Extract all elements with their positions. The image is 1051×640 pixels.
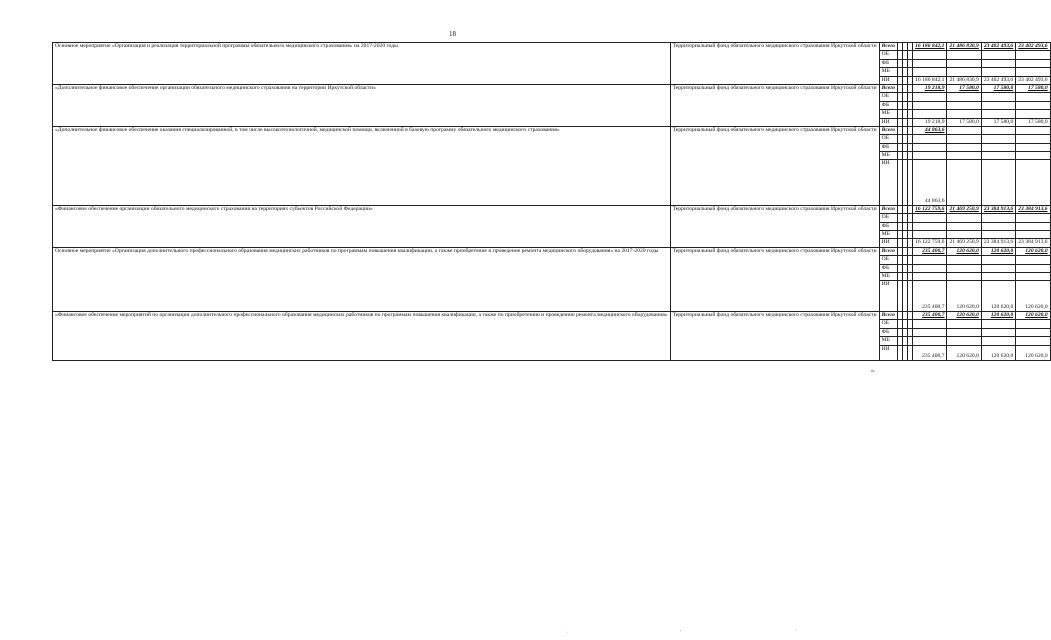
activity-description: «Дополнительное финансовое обеспечение организации обязательного медицинского страхования на территории Иркутской области» <box>53 84 671 126</box>
funding-source: ИИ <box>879 239 898 247</box>
amount-cell <box>981 222 1015 230</box>
funding-source: ИИ <box>879 281 898 312</box>
amount-cell <box>981 160 1015 205</box>
funding-source: ФБ <box>879 101 898 109</box>
funding-source: МБ <box>879 272 898 280</box>
page-number: 18 <box>449 30 456 38</box>
funding-source: МБ <box>879 110 898 118</box>
amount-cell: 235 400,7 <box>913 345 947 361</box>
amount-cell <box>981 110 1015 118</box>
table-row-total <box>53 84 1051 92</box>
closing-quote-mark: ». <box>871 368 876 374</box>
amount-cell <box>913 51 947 59</box>
amount-cell: 17 580,0 <box>981 84 1015 92</box>
amount-cell <box>947 222 981 230</box>
amount-cell <box>913 135 947 143</box>
amount-cell <box>913 59 947 67</box>
funding-source: Всего <box>879 311 898 319</box>
amount-cell <box>913 328 947 336</box>
amount-cell: 120 620,0 <box>947 345 981 361</box>
amount-cell <box>981 93 1015 101</box>
amount-cell: 17 580,0 <box>981 118 1015 126</box>
executor: Территориальный фонд обязательного медицинского страхования Иркутской области <box>670 126 879 205</box>
amount-cell <box>1016 59 1050 67</box>
table-row-total <box>53 311 1051 319</box>
amount-cell: 120 620,0 <box>981 311 1015 319</box>
amount-cell: 120 620,0 <box>1016 311 1050 319</box>
amount-cell <box>981 320 1015 328</box>
amount-cell <box>981 272 1015 280</box>
amount-cell: 19 218,9 <box>913 118 947 126</box>
funding-source: Всего <box>879 126 898 134</box>
amount-cell <box>1016 68 1050 76</box>
amount-cell: 21 486 830,9 <box>947 43 981 51</box>
amount-cell: 16 122 759,6 <box>913 239 947 247</box>
amount-cell <box>1016 126 1050 134</box>
funding-source: ИИ <box>879 160 898 205</box>
amount-cell <box>981 337 1015 345</box>
amount-cell <box>981 328 1015 336</box>
amount-cell <box>947 93 981 101</box>
amount-cell <box>947 59 981 67</box>
table-row-total <box>53 126 1051 134</box>
amount-cell <box>1016 337 1050 345</box>
amount-cell <box>947 152 981 160</box>
funding-source: ФБ <box>879 59 898 67</box>
amount-cell <box>1016 320 1050 328</box>
amount-cell <box>1016 110 1050 118</box>
amount-cell: 16 186 842,1 <box>913 76 947 84</box>
funding-source: ФБ <box>879 264 898 272</box>
funding-source: ИИ <box>879 76 898 84</box>
amount-cell: 120 620,0 <box>1016 281 1050 312</box>
amount-cell: 17 580,0 <box>947 84 981 92</box>
funding-source: ФБ <box>879 328 898 336</box>
amount-cell <box>913 222 947 230</box>
amount-cell <box>913 320 947 328</box>
amount-cell <box>1016 152 1050 160</box>
executor: Территориальный фонд обязательного медицинского страхования Иркутской области <box>670 205 879 247</box>
amount-cell: 17 580,0 <box>1016 118 1050 126</box>
amount-cell <box>947 68 981 76</box>
amount-cell <box>947 110 981 118</box>
amount-cell <box>1016 328 1050 336</box>
funding-source: ОБ <box>879 135 898 143</box>
amount-cell: 23 402 493,6 <box>1016 76 1050 84</box>
amount-cell: 235 400,7 <box>913 281 947 312</box>
amount-cell: 23 384 913,6 <box>981 205 1015 213</box>
amount-cell <box>913 337 947 345</box>
amount-cell <box>947 231 981 239</box>
funding-source: ИИ <box>879 345 898 361</box>
amount-cell: 16 122 759,6 <box>913 205 947 213</box>
amount-cell <box>913 143 947 151</box>
amount-cell <box>947 337 981 345</box>
amount-cell: 21 469 250,9 <box>947 205 981 213</box>
amount-cell: 17 580,0 <box>947 118 981 126</box>
funding-source: Всего <box>879 247 898 255</box>
amount-cell <box>947 256 981 264</box>
funding-source: ОБ <box>879 256 898 264</box>
activity-description: «Финансовое обеспечение мероприятий по организации дополнительного профессионального образования медицинских работников по программам повышения квалификации, а также по приобретению и проведению ремонта медицинского оборудования» <box>53 311 671 360</box>
amount-cell <box>981 264 1015 272</box>
funding-source: ОБ <box>879 320 898 328</box>
amount-cell <box>981 135 1015 143</box>
amount-cell: 17 580,0 <box>1016 84 1050 92</box>
amount-cell <box>1016 143 1050 151</box>
amount-cell: 120 620,0 <box>981 281 1015 312</box>
amount-cell: 23 402 493,6 <box>981 76 1015 84</box>
amount-cell <box>913 231 947 239</box>
amount-cell <box>1016 93 1050 101</box>
executor: Территориальный фонд обязательного медицинского страхования Иркутской области <box>670 311 879 360</box>
amount-cell: 120 620,0 <box>1016 247 1050 255</box>
amount-cell <box>913 214 947 222</box>
amount-cell: 235 400,7 <box>913 247 947 255</box>
amount-cell <box>981 59 1015 67</box>
amount-cell <box>947 264 981 272</box>
amount-cell <box>947 51 981 59</box>
amount-cell <box>981 68 1015 76</box>
amount-cell <box>947 135 981 143</box>
amount-cell: 120 620,0 <box>981 345 1015 361</box>
budget-table <box>52 42 1051 361</box>
funding-source: МБ <box>879 152 898 160</box>
funding-source: Всего <box>879 84 898 92</box>
funding-source: Всего <box>879 205 898 213</box>
amount-cell: 120 620,0 <box>1016 345 1050 361</box>
table-row-total <box>53 205 1051 213</box>
scan-mark: ' <box>680 630 682 636</box>
amount-cell <box>1016 51 1050 59</box>
amount-cell <box>981 152 1015 160</box>
amount-cell <box>947 101 981 109</box>
amount-cell <box>913 152 947 160</box>
amount-cell <box>913 256 947 264</box>
amount-cell <box>981 143 1015 151</box>
amount-cell <box>913 93 947 101</box>
funding-source: ФБ <box>879 222 898 230</box>
amount-cell <box>981 214 1015 222</box>
activity-description: «Дополнительное финансовое обеспечение оказания специализированной, в том числе высокотехнологичной, медицинской помощи, включенной в базовую программу обязательного медицинского страхования» <box>53 126 671 205</box>
amount-cell: 23 384 913,6 <box>981 239 1015 247</box>
funding-source: ОБ <box>879 93 898 101</box>
executor: Территориальный фонд обязательного медицинского страхования Иркутской области <box>670 84 879 126</box>
amount-cell <box>947 320 981 328</box>
amount-cell: 120 620,0 <box>947 247 981 255</box>
funding-source: МБ <box>879 68 898 76</box>
amount-cell <box>1016 135 1050 143</box>
scan-mark: · <box>566 630 568 636</box>
amount-cell <box>913 68 947 76</box>
amount-cell: 120 620,0 <box>947 311 981 319</box>
amount-cell: 23 384 913,6 <box>1016 205 1050 213</box>
amount-cell <box>1016 231 1050 239</box>
amount-cell: 21 486 830,9 <box>947 76 981 84</box>
amount-cell: 235 400,7 <box>913 311 947 319</box>
amount-cell: 19 218,9 <box>913 84 947 92</box>
amount-cell: 23 384 913,6 <box>1016 239 1050 247</box>
funding-source: МБ <box>879 337 898 345</box>
amount-cell: 23 402 493,6 <box>1016 43 1050 51</box>
amount-cell <box>981 51 1015 59</box>
amount-cell <box>981 256 1015 264</box>
amount-cell <box>1016 101 1050 109</box>
amount-cell: 44 863,6 <box>913 160 947 205</box>
activity-description: Основное мероприятие «Организация дополнительного профессионального образования медицинских работников по программам повышения квалификации, а также приобретение и проведение ремонта медицинского оборудования» на 2017-2020 годы <box>53 247 671 311</box>
funding-source: ФБ <box>879 143 898 151</box>
executor: Территориальный фонд обязательного медицинского страхования Иркутской области <box>670 43 879 85</box>
funding-source: Всего <box>879 43 898 51</box>
amount-cell <box>981 231 1015 239</box>
amount-cell: 23 402 493,6 <box>981 43 1015 51</box>
amount-cell <box>1016 214 1050 222</box>
amount-cell <box>947 160 981 205</box>
scan-mark: ` <box>795 630 797 636</box>
amount-cell: 21 469 250,9 <box>947 239 981 247</box>
amount-cell <box>1016 256 1050 264</box>
activity-description: «Финансовое обеспечение организации обязательного медицинского страхования на территориях субъектов Российской Федерации» <box>53 205 671 247</box>
amount-cell <box>947 328 981 336</box>
amount-cell <box>913 110 947 118</box>
amount-cell <box>913 264 947 272</box>
activity-description: Основное мероприятие «Организация и реализация территориальной программы обязательного медицинского страхования» на 2017-2020 годы <box>53 43 671 85</box>
amount-cell <box>981 101 1015 109</box>
amount-cell <box>913 101 947 109</box>
amount-cell <box>1016 264 1050 272</box>
funding-source: ОБ <box>879 51 898 59</box>
executor: Территориальный фонд обязательного медицинского страхования Иркутской области <box>670 247 879 311</box>
amount-cell: 120 620,0 <box>947 281 981 312</box>
amount-cell: 44 863,6 <box>913 126 947 134</box>
amount-cell <box>947 126 981 134</box>
amount-cell <box>1016 222 1050 230</box>
amount-cell <box>981 126 1015 134</box>
table-row-total <box>53 43 1051 51</box>
amount-cell: 120 620,0 <box>981 247 1015 255</box>
amount-cell <box>947 272 981 280</box>
amount-cell <box>947 143 981 151</box>
funding-source: ИИ <box>879 118 898 126</box>
table-row-total <box>53 247 1051 255</box>
amount-cell: 16 186 842,1 <box>913 43 947 51</box>
amount-cell <box>947 214 981 222</box>
funding-source: МБ <box>879 231 898 239</box>
amount-cell <box>1016 160 1050 205</box>
funding-source: ОБ <box>879 214 898 222</box>
amount-cell <box>1016 272 1050 280</box>
amount-cell <box>913 272 947 280</box>
